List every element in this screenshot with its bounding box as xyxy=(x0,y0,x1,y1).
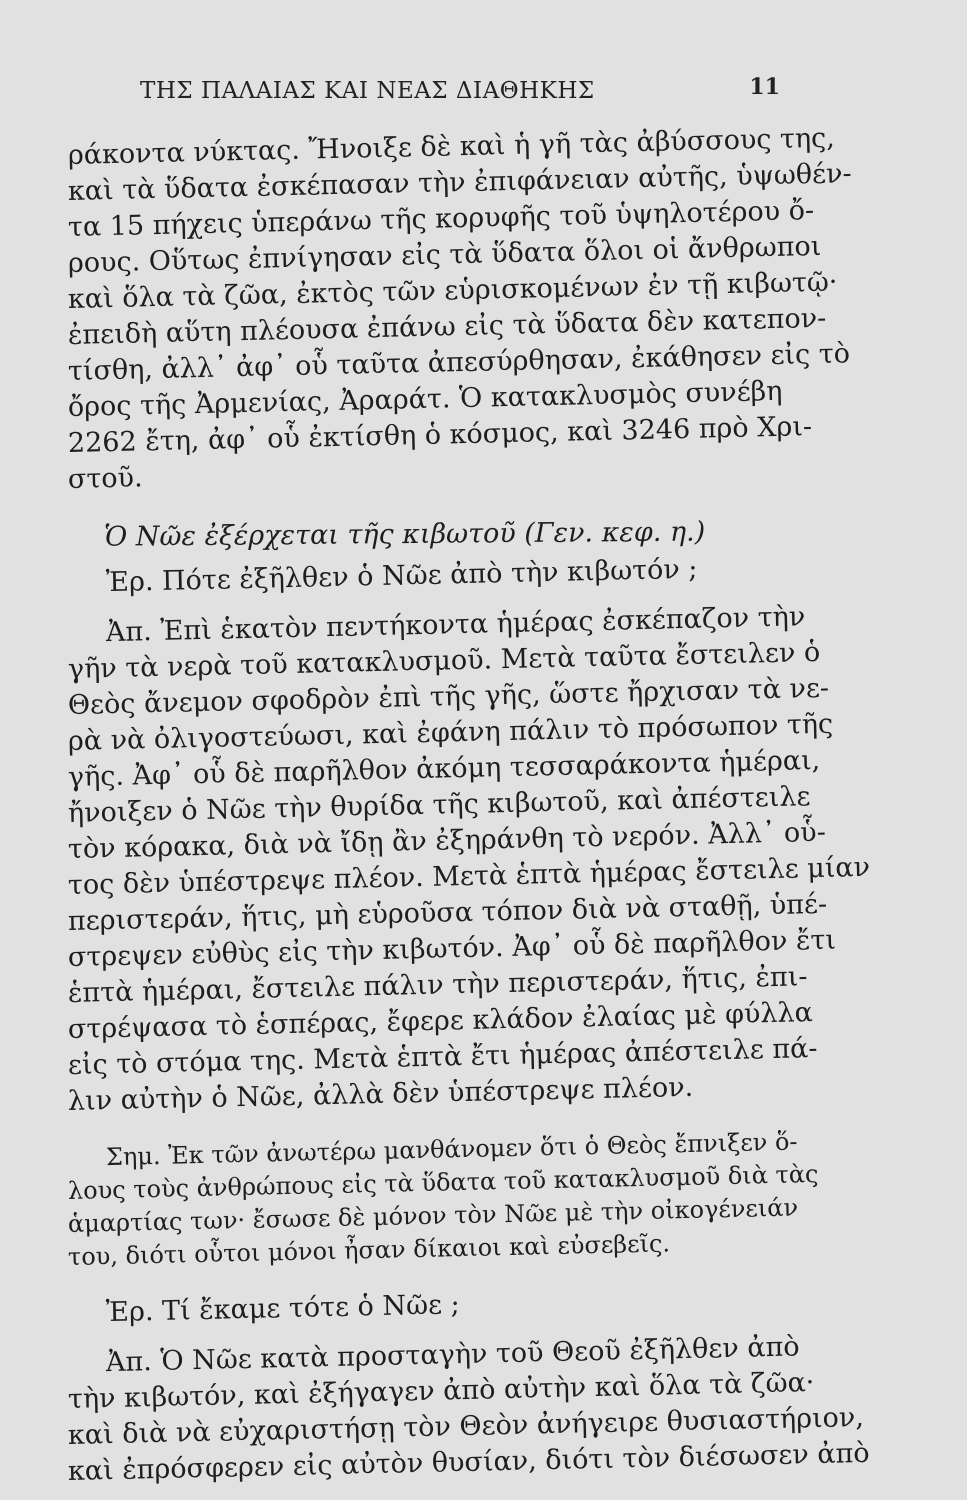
text-line: εἰς τὸ στόμα της. Μετὰ ἑπτὰ ἔτι ἡμέρας ἀπέστειλε πά- xyxy=(67,1032,818,1081)
text-line: ἑπτὰ ἡμέραι, ἔστειλε πάλιν τὴν περιστεράν, ἥτις, ἐπι- xyxy=(67,961,808,1009)
note-line: λους τοὺς ἀνθρώπους εἰς τὰ ὕδατα τοῦ κατακλυσμοῦ διὰ τὰς xyxy=(67,1159,819,1205)
text-line: στρέψασα τὸ ἑσπέρας, ἔφερε κλάδον ἐλαίας μὲ φύλλα xyxy=(67,997,814,1045)
answer-2 xyxy=(67,1331,870,1490)
text-line: γῆς. Ἀφ᾽ οὗ δὲ παρῆλθον ἀκόμη τεσσαράκοντα ἡμέραι, xyxy=(67,744,821,793)
note-line: Σημ. Ἐκ τῶν ἀνωτέρω μανθάνομεν ὅτι ὁ Θεὸς ἔπνιξεν ὅ- xyxy=(105,1127,798,1172)
text-line: ράκοντα νύκτας. Ἤνοιξε δὲ καὶ ἡ γῆ τὰς ἀβύσσους της, xyxy=(67,122,836,171)
question-line: Ἐρ. Τί ἔκαμε τότε ὁ Νῶε ; xyxy=(105,1289,461,1329)
section-heading: Ὁ Νῶε ἐξέρχεται τῆς κιβωτοῦ (Γεν. κεφ. η.) xyxy=(103,516,706,553)
note xyxy=(67,1127,819,1274)
question-line: Ἐρ. Πότε ἐξῆλθεν ὁ Νῶε ἀπὸ τὴν κιβωτόν ; xyxy=(105,553,698,599)
text-line: τὴν κιβωτόν, καὶ ἐξήγαγεν ἀπὸ αὐτὴν καὶ ὅλα τὰ ζῶα· xyxy=(67,1367,815,1415)
text-line: Ἀπ. Ὁ Νῶε κατὰ προσταγὴν τοῦ Θεοῦ ἐξῆλθεν ἀπὸ xyxy=(105,1331,800,1379)
text-line: λιν αὐτὴν ὁ Νῶε, ἀλλὰ δὲν ὑπέστρεψε πλέον. xyxy=(67,1071,694,1117)
text-line: ὄρος τῆς Ἀρμενίας, Ἀραράτ. Ὁ κατακλυσμὸς συνέβη xyxy=(67,375,783,423)
text-line: καὶ ἐπρόσφερεν εἰς αὐτὸν θυσίαν, διότι τὸν διέσωσεν ἀπὸ xyxy=(67,1437,870,1487)
running-title: ΤΗΣ ΠΑΛΑΙΑΣ ΚΑΙ ΝΕΑΣ ΔΙΑΘΗΚΗΣ xyxy=(140,78,595,104)
text-line: τα 15 πήχεις ὑπεράνω τῆς κορυφῆς τοῦ ὑψηλοτέρου ὄ- xyxy=(67,195,815,243)
text-line: περιστεράν, ἥτις, μὴ εὑροῦσα τόπον διὰ νὰ σταθῇ, ὑπέ- xyxy=(67,888,828,937)
question-1 xyxy=(68,553,768,602)
question-2 xyxy=(68,1289,768,1332)
page-number: 11 xyxy=(749,74,780,100)
text-line: ἤνοιξεν ὁ Νῶε τὴν θυρίδα τῆς κιβωτοῦ, καὶ ἀπέστειλε xyxy=(67,781,811,829)
text-line: στοῦ. xyxy=(67,462,143,495)
text-line: Ἀπ. Ἐπὶ ἑκατὸν πεντήκοντα ἡμέρας ἐσκέπαζον τὴν xyxy=(105,601,806,649)
answer-1 xyxy=(67,601,871,1120)
text-line: ρους. Οὕτως ἐπνίγησαν εἰς τὰ ὕδατα ὅλοι οἱ ἄνθρωποι xyxy=(67,230,822,279)
text-line: Θεὸς ἄνεμον σφοδρὸν ἐπὶ τῆς γῆς, ὥστε ἤρχισαν τὰ νε- xyxy=(67,672,830,721)
text-line: καὶ διὰ νὰ εὐχαριστήσῃ τὸν Θεὸν ἀνήγειρε θυσιαστήριον, xyxy=(67,1401,865,1451)
body-text xyxy=(67,122,871,1490)
text-line: στρεψεν εὐθὺς εἰς τὴν κιβωτόν. Ἀφ᾽ οὗ δὲ παρῆλθον ἔτι xyxy=(67,924,837,973)
note-line: του, διότι οὗτοι μόνοι ἦσαν δίκαιοι καὶ εὐσεβεῖς. xyxy=(67,1229,671,1271)
text-line: τος δὲν ὑπέστρεψε πλέον. Μετὰ ἑπτὰ ἡμέρας ἔστειλε μίαν xyxy=(67,851,871,901)
text-line: ρὰ νὰ ὀλιγοστεύωσι, καὶ ἐφάνη πάλιν τὸ πρόσωπον τῆς xyxy=(67,708,834,757)
running-head xyxy=(140,74,780,114)
text-line: τὸν κόρακα, διὰ νὰ ἴδῃ ἂν ἐξηράνθη τὸ νερόν. Ἀλλ᾽ οὗ- xyxy=(67,816,827,865)
text-line: 2262 ἔτη, ἀφ᾽ οὗ ἐκτίσθη ὁ κόσμος, καὶ 3246 πρὸ Χρι- xyxy=(67,411,813,459)
text-line: τίσθη, ἀλλ᾽ ἀφ᾽ οὗ ταῦτα ἀπεσύρθησαν, ἐκάθησεν εἰς τὸ xyxy=(67,338,851,387)
text-line: ἐπειδὴ αὕτη πλέουσα ἐπάνω εἰς τὰ ὕδατα δὲν κατεπον- xyxy=(67,302,827,351)
text-line: καὶ ὅλα τὰ ζῶα, ἐκτὸς τῶν εὑρισκομένων ἐν τῇ κιβωτῷ· xyxy=(67,266,838,315)
text-line: γῆν τὰ νερὰ τοῦ κατακλυσμοῦ. Μετὰ ταῦτα ἔστειλεν ὁ xyxy=(67,636,821,685)
paragraph-flood xyxy=(67,122,852,498)
note-line: ἁμαρτίας των· ἔσωσε δὲ μόνον τὸν Νῶε μὲ τὴν οἰκογένειάν xyxy=(67,1193,799,1238)
text-line: καὶ τὰ ὕδατα ἐσκέπασαν τὴν ἐπιφάνειαν αὐτῆς, ὑψωθέν- xyxy=(67,158,852,207)
